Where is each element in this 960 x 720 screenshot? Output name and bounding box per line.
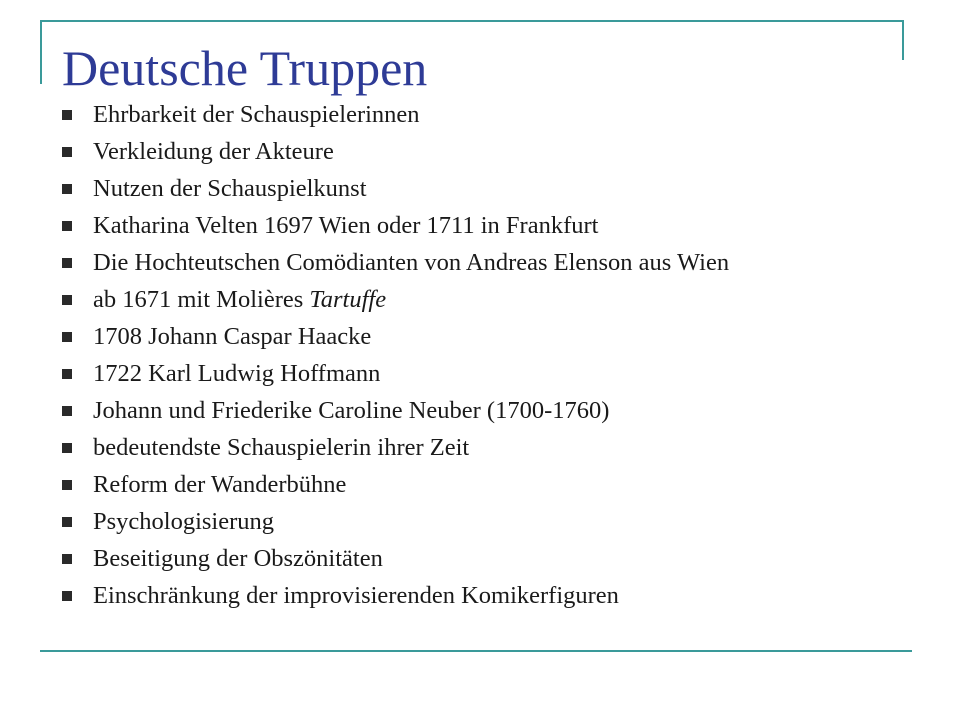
square-bullet-icon	[62, 332, 72, 342]
bullet-text-plain: Psychologisierung	[93, 507, 275, 535]
bullet-item	[62, 577, 729, 614]
square-bullet-icon	[62, 147, 72, 157]
bullet-text	[93, 507, 274, 537]
bullet-text	[93, 359, 380, 389]
bullet-item	[62, 355, 729, 392]
bullet-item	[62, 244, 729, 281]
bullet-item	[62, 170, 729, 207]
bullet-text-plain: 1722 Karl Ludwig Hoffmann	[93, 359, 381, 387]
square-bullet-icon	[62, 406, 72, 416]
bullet-text	[93, 100, 420, 130]
bullet-item	[62, 133, 729, 170]
square-bullet-icon	[62, 110, 72, 120]
bullet-item	[62, 207, 729, 244]
bullet-item	[62, 503, 729, 540]
bullet-text-plain: Johann und Friederike Caroline Neuber (1700-1760)	[93, 396, 610, 424]
bullet-item	[62, 540, 729, 577]
bullet-text-plain: Verkleidung der Akteure	[93, 137, 334, 165]
bullet-text	[93, 285, 386, 315]
square-bullet-icon	[62, 184, 72, 194]
square-bullet-icon	[62, 443, 72, 453]
bullet-list	[62, 96, 729, 614]
square-bullet-icon	[62, 480, 72, 490]
bullet-text	[93, 211, 598, 241]
bullet-item	[62, 392, 729, 429]
square-bullet-icon	[62, 554, 72, 564]
bullet-item	[62, 281, 729, 318]
slide-frame-right-line	[902, 20, 904, 60]
bullet-text-plain: 1708 Johann Caspar Haacke	[93, 322, 372, 350]
square-bullet-icon	[62, 221, 72, 231]
bullet-item	[62, 466, 729, 503]
bullet-text	[93, 470, 346, 500]
bullet-text	[93, 544, 383, 574]
bullet-item	[62, 429, 729, 466]
square-bullet-icon	[62, 295, 72, 305]
bullet-text	[93, 581, 619, 611]
bullet-text	[93, 322, 371, 352]
bullet-text-italic: Tartuffe	[309, 285, 387, 313]
bullet-text-plain: bedeutendste Schauspielerin ihrer Zeit	[93, 433, 470, 461]
bullet-text	[93, 396, 609, 426]
square-bullet-icon	[62, 369, 72, 379]
bullet-text-plain: Ehrbarkeit der Schauspielerinnen	[93, 100, 420, 128]
bullet-text-plain: Reform der Wanderbühne	[93, 470, 347, 498]
slide-frame-top-line	[40, 20, 904, 22]
bullet-text-plain: Katharina Velten 1697 Wien oder 1711 in Frankfurt	[93, 211, 599, 239]
slide-title: Deutsche Truppen	[62, 40, 428, 96]
bullet-item	[62, 318, 729, 355]
square-bullet-icon	[62, 591, 72, 601]
bullet-text	[93, 433, 469, 463]
bullet-text	[93, 137, 334, 167]
bullet-text-plain: Nutzen der Schauspielkunst	[93, 174, 367, 202]
bullet-text-plain: Einschränkung der improvisierenden Komikerfiguren	[93, 581, 619, 609]
square-bullet-icon	[62, 517, 72, 527]
bullet-text	[93, 248, 729, 278]
bullet-text-plain: ab 1671 mit Molières	[93, 285, 310, 313]
bullet-text-plain: Beseitigung der Obszönitäten	[93, 544, 383, 572]
slide-frame-bottom-line	[40, 650, 912, 652]
bullet-text	[93, 174, 367, 204]
bullet-text-plain: Die Hochteutschen Comödianten von Andreas Elenson aus Wien	[93, 248, 730, 276]
square-bullet-icon	[62, 258, 72, 268]
bullet-item	[62, 96, 729, 133]
slide-frame-left-line	[40, 20, 42, 84]
